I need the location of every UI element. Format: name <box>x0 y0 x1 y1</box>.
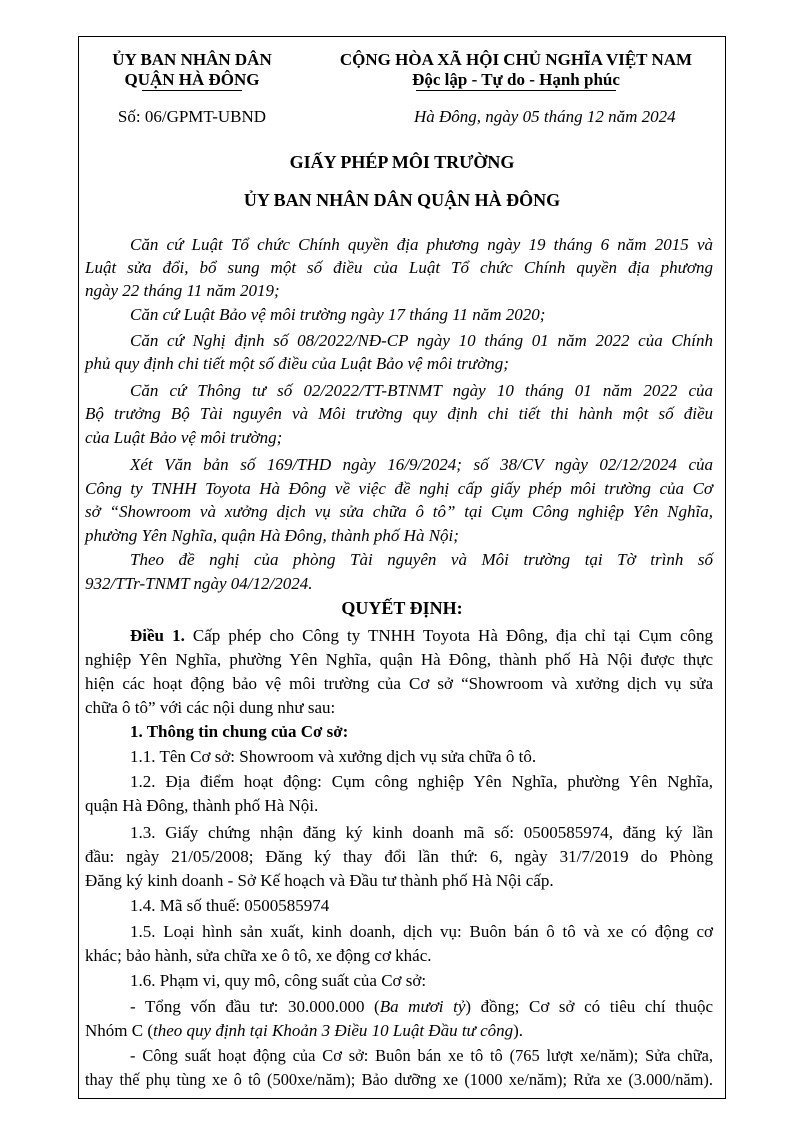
article-1-line: nghiệp Yên Nghĩa, phường Yên Nghĩa, quận Hà Đông, thành phố Hà Nội được thực <box>85 650 713 669</box>
item-1-6: 1.6. Phạm vi, quy mô, công suất của Cơ sở: <box>130 971 427 990</box>
issuer-heading: ỦY BAN NHÂN DÂN QUẬN HÀ ĐÔNG <box>243 190 561 210</box>
item-1-4: 1.4. Mã số thuế: 0500585974 <box>130 896 330 915</box>
item-1-3-cont: đầu: ngày 21/05/2008; Đăng ký thay đổi lần thứ: 6, ngày 31/7/2019 do Phòng <box>85 847 713 866</box>
item-1-6-capacity: - Công suất hoạt động của Cơ sở: Buôn bán xe tô tô (765 lượt xe/năm); Sửa chữa, <box>130 1046 713 1065</box>
item-1-6-investment <box>130 997 713 1017</box>
agency-name: ỦY BAN NHÂN DÂN <box>112 50 272 69</box>
item-1-5-cont: khác; bảo hành, sửa chữa xe ô tô, xe động cơ khác. <box>85 946 432 965</box>
article-1-text: Cấp phép cho Công ty TNHH Toyota Hà Đông, địa chỉ tại Cụm công <box>184 626 713 645</box>
preamble-line: Căn cứ Nghị định số 08/2022/NĐ-CP ngày 10 tháng 01 năm 2022 của Chính <box>130 331 713 350</box>
preamble-line: Công ty TNHH Toyota Hà Đông về việc đề nghị cấp giấy phép môi trường của Cơ <box>85 479 713 498</box>
group-legal-basis: theo quy định tại Khoản 3 Điều 10 Luật Đầu tư công <box>153 1021 514 1040</box>
preamble-line: Theo đề nghị của phòng Tài nguyên và Môi trường tại Tờ trình số <box>130 550 713 569</box>
document-number: Số: 06/GPMT-UBND <box>117 107 267 126</box>
preamble-line: 932/TTr-TNMT ngày 04/12/2024. <box>85 574 313 593</box>
item-1-2-cont: quận Hà Đông, thành phố Hà Nội. <box>85 796 319 815</box>
investment-text: - Tổng vốn đầu tư: 30.000.000 ( <box>130 997 380 1016</box>
preamble-line: phủ quy định chi tiết một số điều của Luật Bảo vệ môi trường; <box>85 354 509 373</box>
group-text-end: ). <box>513 1021 524 1040</box>
preamble-line: Căn cứ Luật Tổ chức Chính quyền địa phương ngày 19 tháng 6 năm 2015 và <box>130 235 713 254</box>
article-1-line: hiện các hoạt động bảo vệ môi trường của Cơ sở “Showroom và xưởng dịch vụ sửa <box>85 674 713 693</box>
item-1-3-cont: Đăng ký kinh doanh - Sở Kế hoạch và Đầu tư thành phố Hà Nội cấp. <box>85 871 554 890</box>
agency-district: QUẬN HÀ ĐÔNG <box>124 70 260 89</box>
item-1-3: 1.3. Giấy chứng nhận đăng ký kinh doanh mã số: 0500585974, đăng ký lần <box>130 823 713 842</box>
item-1-6-capacity-cont: thay thế phụ tùng xe ô tô (500xe/năm); Bảo dưỡng xe (1000 xe/năm); Rửa xe (3.000/năm). <box>85 1070 713 1089</box>
preamble-line: Căn cứ Luật Bảo vệ môi trường ngày 17 tháng 11 năm 2020; <box>130 305 546 324</box>
item-1-6-group <box>85 1021 523 1041</box>
item-1-2: 1.2. Địa điểm hoạt động: Cụm công nghiệp Yên Nghĩa, phường Yên Nghĩa, <box>130 772 713 791</box>
investment-amount-words: Ba mươi tỷ <box>379 997 466 1016</box>
article-1-line: chữa ô tô” với các nội dung như sau: <box>85 698 336 717</box>
article-1-label: Điều 1. <box>130 626 185 645</box>
preamble-line: phường Yên Nghĩa, quận Hà Đông, thành phố Hà Nội; <box>85 526 459 545</box>
preamble-line: Luật sửa đổi, bổ sung một số điều của Luật Tổ chức Chính quyền địa phương <box>85 258 713 277</box>
preamble-line: của Luật Bảo vệ môi trường; <box>85 428 283 447</box>
motto-underline <box>416 90 616 91</box>
article-1-line <box>130 626 713 646</box>
item-1-5: 1.5. Loại hình sản xuất, kinh doanh, dịch vụ: Buôn bán ô tô và xe có động cơ <box>130 922 713 941</box>
preamble-line: Bộ trưởng Bộ Tài nguyên và Môi trường quy định chi tiết thi hành một số điều <box>85 404 713 423</box>
preamble-line: ngày 22 tháng 11 năm 2019; <box>85 281 280 300</box>
item-1-1: 1.1. Tên Cơ sở: Showroom và xưởng dịch vụ sửa chữa ô tô. <box>130 747 537 766</box>
agency-underline <box>142 90 242 91</box>
document-date: Hà Đông, ngày 05 tháng 12 năm 2024 <box>414 107 676 126</box>
preamble-line: Xét Văn bản số 169/THD ngày 16/9/2024; số 38/CV ngày 02/12/2024 của <box>130 455 713 474</box>
preamble-line: Căn cứ Thông tư số 02/2022/TT-BTNMT ngày 10 tháng 01 năm 2022 của <box>130 381 713 400</box>
section-1-heading: 1. Thông tin chung của Cơ sở: <box>130 722 349 741</box>
preamble-line: sở “Showroom và xưởng dịch vụ sửa chữa ô tô” tại Cụm Công nghiệp Yên Nghĩa, <box>85 502 713 521</box>
investment-text-end: ) đồng; Cơ sở có tiêu chí thuộc <box>465 997 713 1016</box>
group-text: Nhóm C ( <box>85 1021 153 1040</box>
decision-heading: QUYẾT ĐỊNH: <box>341 598 463 618</box>
document-title: GIẤY PHÉP MÔI TRƯỜNG <box>289 152 515 172</box>
national-title: CỘNG HÒA XÃ HỘI CHỦ NGHĨA VIỆT NAM <box>339 50 693 69</box>
national-motto: Độc lập - Tự do - Hạnh phúc <box>412 70 620 89</box>
